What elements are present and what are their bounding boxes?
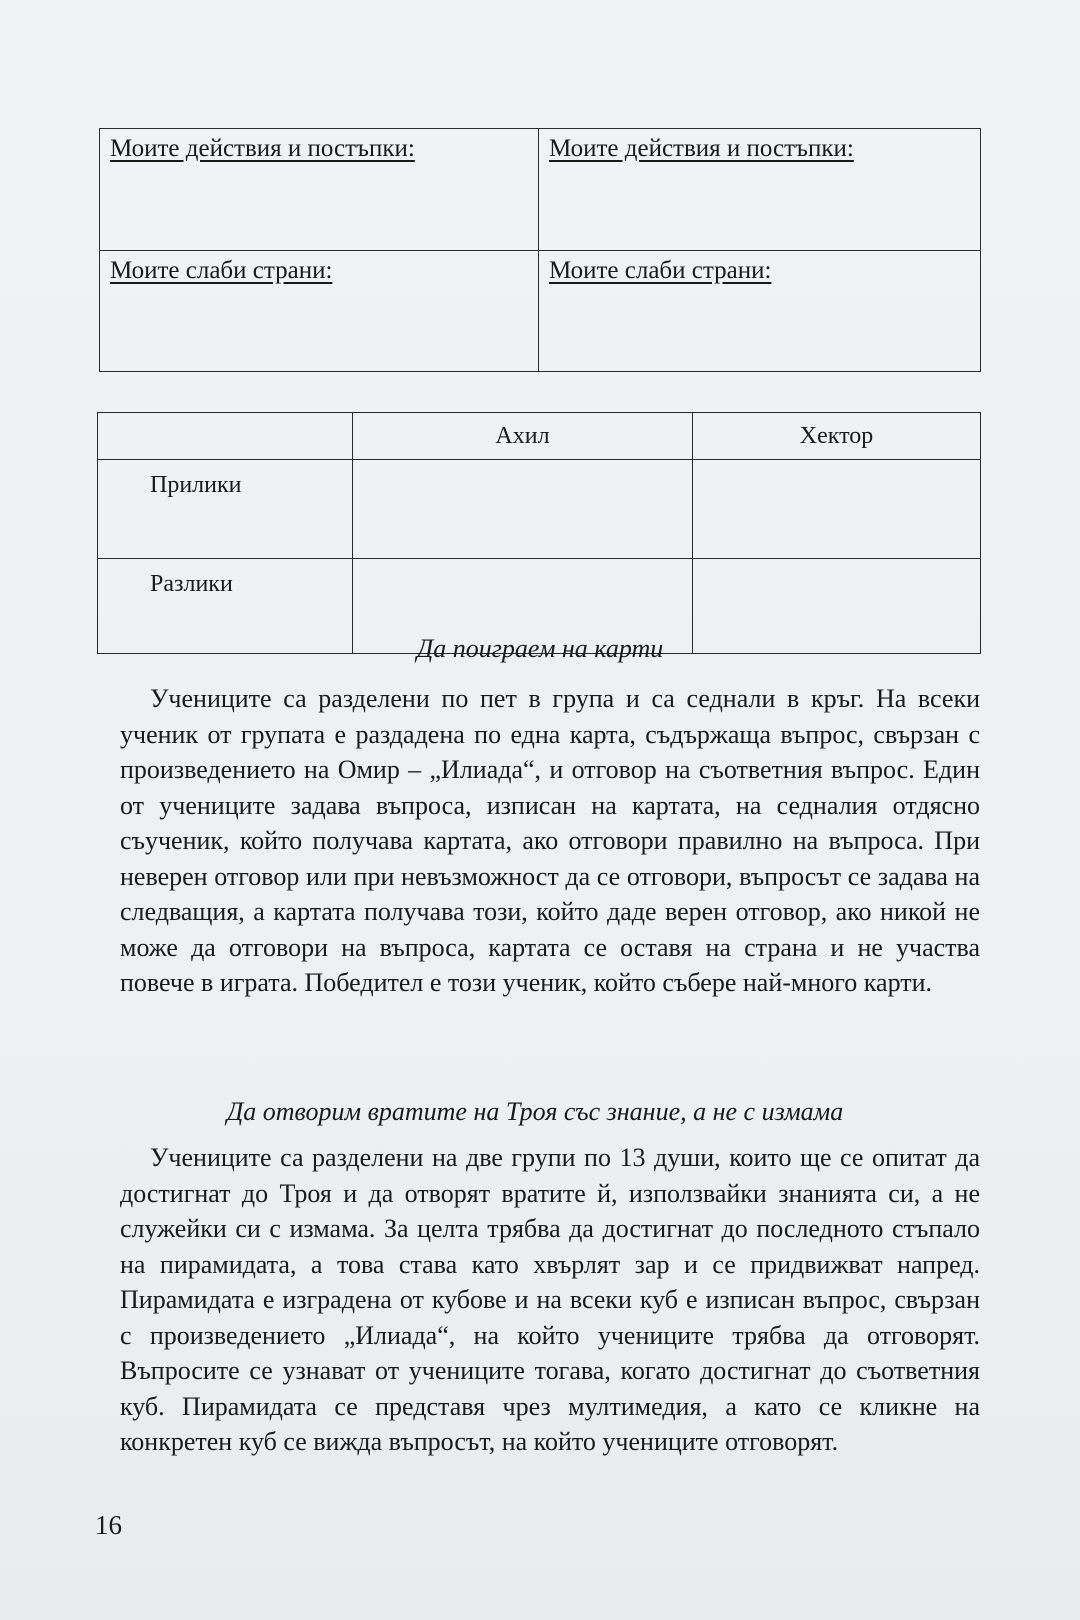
header-cell-empty (98, 413, 353, 460)
table-header-row (98, 413, 981, 460)
table-cell (539, 250, 981, 372)
header-cell-hector: Хектор (693, 413, 981, 460)
table-cell (353, 460, 693, 559)
header-cell-achilles: Ахил (353, 413, 693, 460)
paragraph-troy-game: Учениците са разделени на две групи по 13 души, които ще се опитат да достигнат до Троя и да отворят вратите й, използвайки знанията си, а не служейки си с измама. За целта трябва да достигнат до последното стъпало на пирамидата, а това става като хвърлят зар и се придвижват напред. Пирамидата е изградена от кубове и на всеки куб е изписан въпрос, свързан с произведението „Илиада“, на който учениците трябва да отговорят. Въпросите се узнават от учениците тогава, когато достигнат до съответния куб. Пирамидата се представя чрез мултимедия, а като се кликне на конкретен куб се вижда въпросът, на който учениците отговорят. (120, 1143, 980, 1456)
page-number: 16 (95, 1510, 122, 1540)
self-assessment-table (99, 128, 981, 372)
table-cell (539, 129, 981, 251)
paragraph-cards-game: Учениците са разделени по пет в група и са седнали в кръг. На всеки ученик от групата е раздадена по една карта, съдържаща въпрос, свързан с произведението на Омир – „Илиада“, и отговор на съответния въпрос. Един от учениците задава въпроса, изписан на картата, на седналия отдясно съученик, който получава картата, ако отговори правилно на въпроса. При неверен отговор или при невъзможност да се отговори, въпросът се задава на следващия, а картата получава този, който даде верен отговор, ако никой не може да отговори на въпроса, картата се оставя на страна и не участва повече в играта. Победител е този ученик, който събере най-много карти. (120, 684, 980, 997)
cell-label: Моите слаби страни: (549, 256, 772, 284)
table-row (100, 250, 981, 372)
cell-label: Моите слаби страни: (110, 256, 333, 284)
section-heading-cards: Да поиграем на карти (416, 634, 664, 663)
section-heading-troy: Да отворим вратите на Троя със знание, а не с измама (226, 1097, 844, 1126)
cell-label: Моите действия и постъпки: (549, 135, 854, 162)
table-row (98, 460, 981, 559)
table-cell (100, 250, 539, 372)
row-label-similarities: Прилики (98, 460, 353, 559)
table-cell (693, 460, 981, 559)
table-cell (100, 129, 539, 251)
cell-label: Моите действия и постъпки: (110, 135, 415, 162)
comparison-table (97, 412, 981, 654)
row-label-differences: Разлики (98, 559, 353, 654)
table-row (100, 129, 981, 251)
